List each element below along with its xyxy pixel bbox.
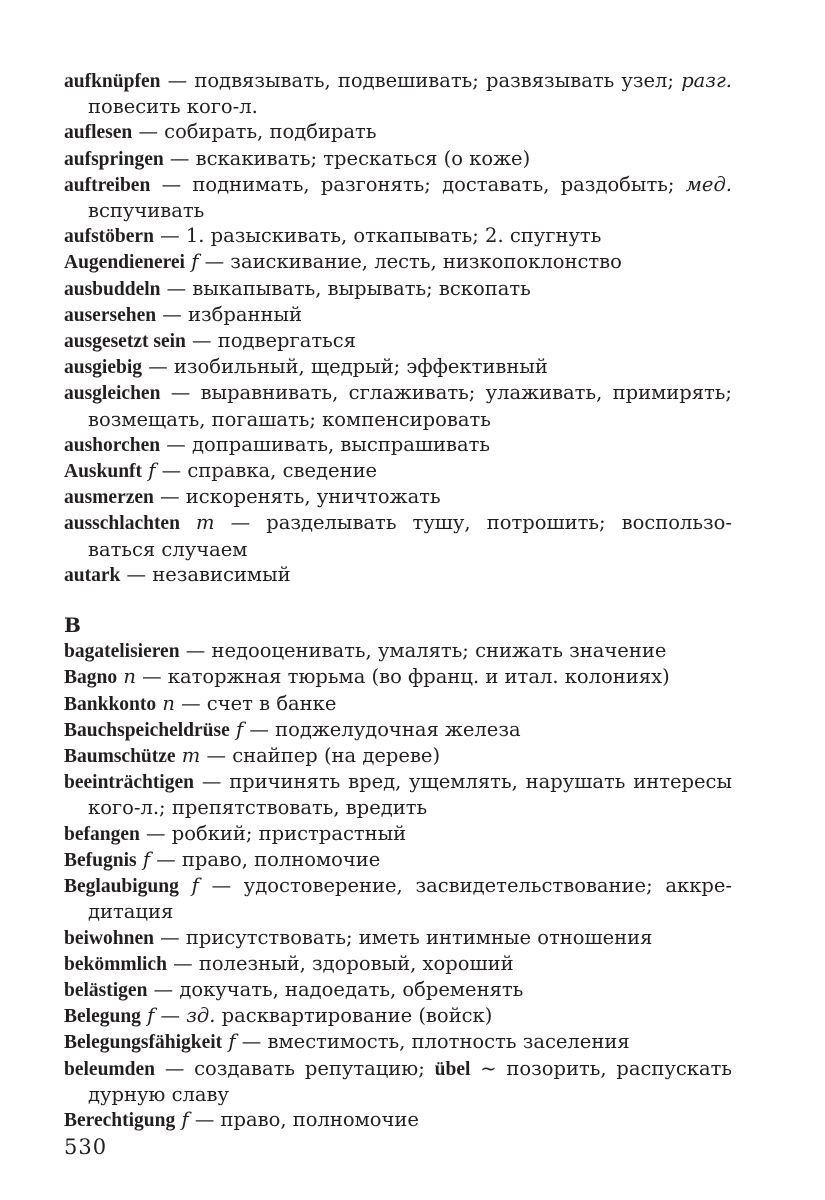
entry-translation-cont: вспучивать [88,199,205,223]
entry-gender: f [181,1107,189,1131]
dictionary-entry [64,354,732,380]
section-letter-b: B [64,613,81,638]
dictionary-entry [64,1003,732,1029]
dictionary-entry [64,484,732,510]
entry-translation: — подвергаться [185,329,356,353]
entry-gender: f [147,1004,155,1028]
entry-headword: Bagno [64,667,118,689]
entry-headword: ausgiebig [64,357,143,379]
entry-translation: — [154,1004,181,1028]
dictionary-entry [64,432,732,458]
entry-headword: auftreiben [64,174,151,196]
dictionary-entry [64,562,732,588]
dictionary-entry [64,276,732,302]
dictionary-entry [64,951,732,977]
entry-gender: f [235,717,244,741]
entry-headword: belästigen [64,979,148,1001]
dictionary-entry [64,1029,732,1055]
entry-gender: f [191,874,199,898]
entry-headword: bekömmlich [64,953,167,975]
entry-headword: aufspringen [64,148,164,170]
entry-translation: — заискивание, лесть, низкопоклонство [198,250,622,274]
dictionary-entry [64,977,732,1003]
entry-gender: f [228,1030,236,1054]
dictionary-entry [64,223,732,249]
entry-gender: f [142,847,151,871]
dictionary-entry [64,328,732,354]
entry-translation: — поднимать, разгонять; доставать, раздобыть; [150,172,675,196]
entry-translation: — вместимость, плотность заселения [235,1030,630,1054]
entry-headword: Auskunft [64,461,143,483]
entry-headword: befangen [64,823,140,845]
entry-headword: Belegungsfähigkeit [64,1032,223,1054]
entry-gender: f [191,250,199,274]
entry-usage-label: мед. [685,172,732,196]
entry-translation: — полезный, здоровый, хороший [166,951,514,975]
entry-gender: n [123,665,136,689]
entry-translation: — выравнивать, сглаживать; улаживать, примирять; возмещать, погашать; компенсировать [88,381,732,431]
entry-headword: Bauchspeicheldrüse [64,719,230,741]
entry-translation: — собирать, подбирать [132,120,377,144]
entry-translation: — справка, сведение [155,459,378,483]
dictionary-entry [64,638,732,664]
entry-translation: — снайпер (на дереве) [200,744,441,768]
entry-headword: auflesen [64,122,133,144]
entry-translation: — избранный [156,302,302,326]
dictionary-column [64,68,732,1133]
entry-translation: — поджелудочная железа [243,717,521,741]
entry-headword: ausbuddeln [64,278,161,300]
entry-translation: — выкапывать, вырывать; вскопать [160,276,531,300]
dictionary-entry [64,458,732,484]
entry-translation: — 1. разыскивать, откапывать; 2. спугнуть [153,224,602,248]
dictionary-entry [64,249,732,275]
entry-gender: m [181,744,201,768]
entry-gender: f [148,459,156,483]
page-number: 530 [64,1135,108,1159]
entry-headword: autark [64,564,121,586]
entry-translation-cont: расквартирование (войск) [215,1004,493,1028]
entry-translation: — недооценивать, умалять; снижать значение [179,639,667,663]
dictionary-entry [64,821,732,847]
entry-headword: Bankkonto [64,693,157,715]
dictionary-entry [64,743,732,769]
dictionary-entry [64,380,732,431]
entry-headword: Beglaubigung [64,876,179,898]
entry-headword: ausersehen [64,304,157,326]
entry-gender: m [196,511,215,535]
entry-headword: aushorchen [64,434,161,456]
dictionary-entry [64,172,732,223]
entry-translation: — независимый [120,562,291,586]
dictionary-entry [64,769,732,820]
entry-translation-cont: повесить кого-л. [88,95,258,119]
dictionary-entry [64,1107,732,1133]
entry-translation: — право, полномочие [188,1107,419,1131]
entry-translation: — докучать, надоедать, обременять [147,977,524,1001]
entry-translation: — подвязывать, подвешивать; развязывать узел; [160,69,675,92]
dictionary-entry [64,68,732,119]
entry-headword: Baumschütze [64,746,176,768]
dictionary-entry [64,119,732,145]
dictionary-entry [64,873,732,924]
entry-translation: — удостоверение, засвидетельствование; аккредитация [88,874,732,924]
entry-translation: — причинять вред, ущемлять, нарушать интересы кого-л.; препятствовать, вредить [88,770,732,820]
entry-translation: — допрашивать, выспрашивать [160,432,491,456]
entry-translation: — искоренять, уничтожать [153,485,441,509]
entry-headword: ausmerzen [64,487,154,509]
entry-translation: — разделывать тушу, потрошить; воспользоваться случаем [88,511,732,561]
entry-translation: — счет в банке [174,691,337,715]
dictionary-entry [64,510,732,561]
entry-translation: — право, полномочие [150,847,381,871]
entry-translation: — вскакивать; трескаться (о коже) [163,146,531,170]
entry-translation: — робкий; пристрастный [139,821,407,845]
entry-headword: aufknüpfen [64,71,161,92]
entry-headword: ausgleichen [64,383,161,405]
entry-headword: Belegung [64,1006,141,1028]
entry-gender: n [162,691,175,715]
entry-headword: Berechtigung [64,1109,176,1131]
section-a [64,68,732,588]
dictionary-entry [64,717,732,743]
dictionary-entry [64,847,732,873]
dictionary-entry [64,302,732,328]
entry-headword: beiwohnen [64,927,154,949]
entry-translation: — присутствовать; иметь интимные отношения [153,925,653,949]
entry-headword: bagatelisieren [64,641,180,663]
dictionary-entry [64,925,732,951]
dictionary-entry [64,146,732,172]
entry-translation: — каторжная тюрьма (во франц. и итал. колониях) [135,665,670,689]
entry-headword: Befugnis [64,849,137,871]
entry-headword: beeinträchtigen [64,772,194,794]
entry-usage-label: разг. [681,69,733,92]
dictionary-entry [64,664,732,690]
entry-headword: beleumden [64,1058,156,1080]
entry-headword: Augendienerei [64,252,185,274]
dictionary-entry [64,691,732,717]
dictionary-entry [64,1056,732,1107]
entry-headword: aufstöbern [64,226,154,248]
entry-headword: ausschlachten [64,513,180,535]
section-b [64,638,732,1133]
entry-translation: — изобильный, щедрый; эффективный [142,355,548,379]
entry-subheadword: übel [434,1058,471,1080]
entry-usage-label: зд. [186,1004,216,1028]
entry-headword: ausgesetzt sein [64,331,186,353]
entry-translation: — создавать репутацию; [155,1056,425,1080]
entry-subtranslation: ~ позорить, распускать дурную славу [88,1056,732,1106]
